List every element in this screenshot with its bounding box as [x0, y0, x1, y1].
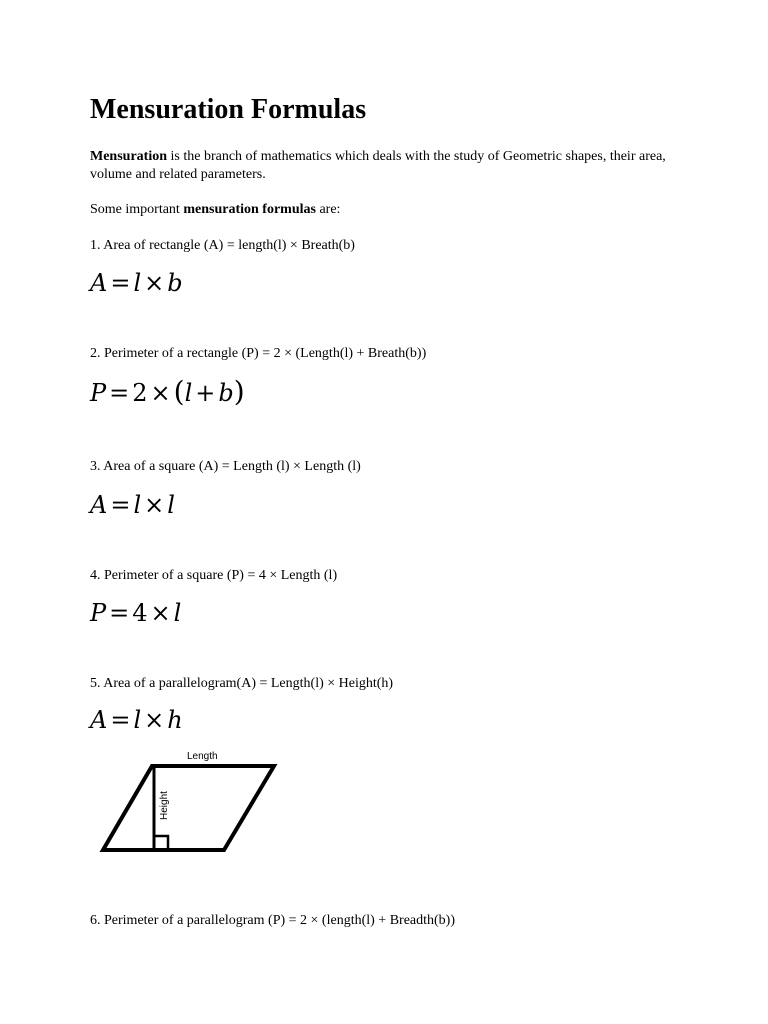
formula-3-a: l	[133, 491, 142, 519]
formula-1-a: l	[133, 269, 142, 297]
length-label: Length	[187, 751, 218, 762]
formula-1	[90, 268, 183, 298]
formula-4	[90, 598, 181, 628]
formula-1-b: b	[167, 269, 183, 297]
intro-text: is the branch of mathematics which deals with the study of Geometric shapes, their area, volume and related parameters.	[90, 149, 666, 182]
intro-paragraph	[90, 148, 700, 184]
height-label: Height	[159, 791, 170, 820]
formula-4-times: ×	[150, 599, 171, 627]
lead-paragraph	[90, 201, 340, 219]
formula-1-lhs: A	[90, 269, 108, 297]
formula-description-2: 2. Perimeter of a rectangle (P) = 2 × (Length(l) + Breath(b))	[90, 346, 427, 361]
page-title: Mensuration Formulas	[90, 94, 367, 125]
formula-2-plus: +	[195, 379, 216, 407]
formula-5-b: h	[167, 706, 183, 734]
formula-3-lhs: A	[90, 491, 108, 519]
formula-2	[90, 377, 245, 408]
formula-5-lhs: A	[90, 706, 108, 734]
formula-5-times: ×	[144, 706, 165, 734]
formula-2-constant: 2	[132, 379, 148, 407]
formula-3-equals: =	[110, 491, 131, 519]
formula-2-equals: =	[109, 379, 130, 407]
parallelogram-shape	[103, 766, 274, 850]
formula-4-lhs: P	[90, 599, 107, 627]
formula-5	[90, 705, 183, 735]
lead-after: are:	[315, 202, 341, 217]
formula-2-a: l	[184, 379, 193, 407]
right-angle-marker	[154, 836, 168, 850]
formula-4-b: l	[173, 599, 182, 627]
formula-5-a: l	[133, 706, 142, 734]
formula-3-b: l	[167, 491, 175, 519]
formula-1-equals: =	[110, 269, 131, 297]
formula-description-3: 3. Area of a square (A) = Length (l) × Length (l)	[90, 459, 361, 474]
formula-2-lhs: P	[90, 379, 107, 407]
formula-2-b: b	[218, 379, 234, 407]
formula-1-times: ×	[144, 269, 165, 297]
formula-description-5: 5. Area of a parallelogram(A) = Length(l) × Height(h)	[90, 676, 394, 691]
formula-3	[90, 490, 175, 520]
lead-before: Some important	[90, 202, 184, 217]
parallelogram-figure	[90, 744, 290, 860]
formula-2-close-paren: )	[233, 375, 245, 408]
intro-term: Mensuration	[90, 149, 167, 164]
formula-4-equals: =	[109, 599, 130, 627]
formula-2-times: ×	[150, 379, 171, 407]
formula-4-constant: 4	[132, 599, 148, 627]
formula-description-1: 1. Area of rectangle (A) = length(l) × Breath(b)	[90, 238, 355, 253]
lead-bold: mensuration formulas	[183, 202, 316, 217]
formula-description-6: 6. Perimeter of a parallelogram (P) = 2 × (length(l) + Breadth(b))	[90, 913, 456, 928]
formula-3-times: ×	[144, 491, 165, 519]
formula-5-equals: =	[110, 706, 131, 734]
formula-2-open-paren: (	[173, 375, 185, 408]
formula-description-4: 4. Perimeter of a square (P) = 4 × Length (l)	[90, 568, 338, 583]
